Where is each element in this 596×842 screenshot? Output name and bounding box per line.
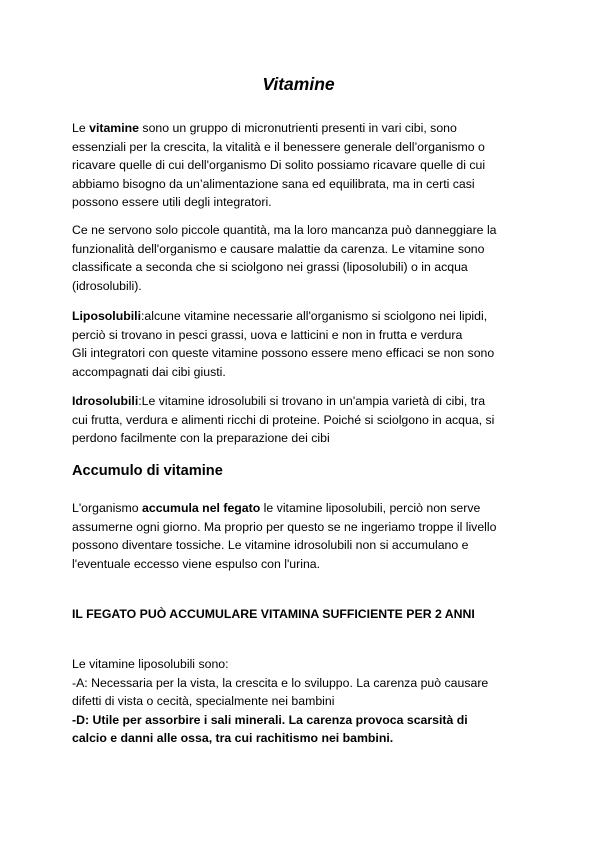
intro-line-4: abbiamo bisogno da un’alimentazione sana ed equilibrata, ma in certi casi: [72, 176, 475, 191]
quantity-line-2: funzionalità dell'organismo e causare malattie da carenza. Le vitamine sono: [72, 241, 485, 256]
liposolubili-line-2: perciò si trovano in pesci grassi, uova e latticini e non in frutta e verdura: [72, 327, 463, 342]
liposolubili-line-1: [72, 307, 528, 326]
accumulo-paragraph: [72, 499, 528, 573]
intro-bold-term: vitamine: [89, 121, 139, 135]
fegato-callout: IL FEGATO PUÒ ACCUMULARE VITAMINA SUFFICIENTE PER 2 ANNI: [72, 607, 475, 621]
quantity-paragraph: [72, 221, 528, 295]
liposolubili-term: Liposolubili: [72, 309, 141, 323]
list-item-a-line-2: difetti di vista o cecità, specialmente nei bambini: [72, 694, 335, 708]
list-item-d-line-2: calcio e danni alle ossa, tra cui rachitismo nei bambini.: [72, 731, 394, 745]
intro-paragraph: [72, 119, 528, 212]
accumulo-line-2: assumerne ogni giorno. Ma proprio per questo se ne ingeriamo troppe il livello: [72, 519, 497, 534]
intro-lead: Le: [72, 121, 90, 135]
idrosolubili-paragraph: [72, 392, 528, 448]
liposolubili-line-4: accompagnati dai cibi giusti.: [72, 364, 226, 379]
idrosolubili-line-1: [72, 392, 528, 411]
quantity-line-3: classificate a seconda che si sciolgono nei grassi (liposolubili) o in acqua: [72, 260, 468, 274]
idrosolubili-line-2: cui frutta, verdura e alimenti ricchi di proteine. Poiché si sciolgono in acqua, si: [72, 412, 495, 427]
liposolubili-line-1-text: :alcune vitamine necessarie all'organismo si sciolgono nei lipidi,: [141, 309, 488, 323]
intro-line-3: ricavare quelle di cui dell'organismo Di solito possiamo ricavare quelle di cui: [72, 158, 486, 172]
page-title: Vitamine: [262, 74, 335, 94]
list-item-d-line-1: -D: Utile per assorbire i sali minerali. La carenza provoca scarsità di: [72, 712, 468, 727]
idrosolubili-line-3: perdono facilmente con la preparazione dei cibi: [72, 431, 330, 445]
accumulo-line-1-text: le vitamine liposolubili, perciò non serve: [260, 501, 481, 515]
liposolubili-paragraph: [72, 307, 528, 381]
liposolubili-line-3: Gli integratori con queste vitamine possono essere meno efficaci se non sono: [72, 346, 495, 360]
intro-line-2: essenziali per la crescita, la vitalità e il benessere generale dell’organismo o: [72, 139, 485, 154]
accumulo-line-1: [72, 499, 528, 518]
vitamin-list: [72, 655, 528, 748]
intro-line-1: [72, 119, 528, 138]
list-item-a-line-1: -A: Necessaria per la vista, la crescita e lo sviluppo. La carenza può causare: [72, 675, 489, 690]
accumulo-line-3: possono diventare tossiche. Le vitamine idrosolubili non si accumulano e: [72, 538, 469, 552]
accumulo-bold-phrase: accumula nel fegato: [142, 501, 261, 515]
idrosolubili-term: Idrosolubili: [72, 394, 139, 408]
accumulo-heading: Accumulo di vitamine: [72, 463, 223, 479]
quantity-line-1: Ce ne servono solo piccole quantità, ma la loro mancanza può danneggiare la: [72, 223, 497, 237]
quantity-line-4: (idrosolubili).: [72, 278, 142, 293]
accumulo-lead: L'organismo: [72, 501, 143, 515]
list-intro: Le vitamine liposolubili sono:: [72, 657, 229, 671]
intro-line-5: possono essere utili degli integratori.: [72, 195, 272, 209]
idrosolubili-line-1-text: :Le vitamine idrosolubili si trovano in un'ampia varietà di cibi, tra: [138, 394, 486, 408]
intro-line-1-text: sono un gruppo di micronutrienti presenti in vari cibi, sono: [139, 121, 457, 135]
accumulo-line-4: l'eventuale eccesso viene espulso con l'urina.: [72, 556, 321, 571]
